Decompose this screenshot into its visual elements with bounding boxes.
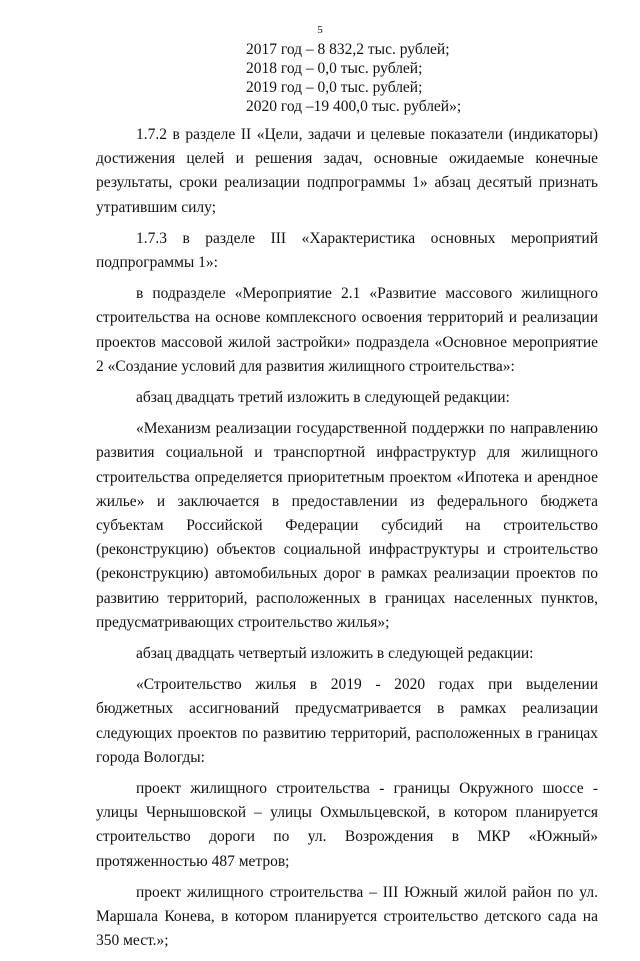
funding-line-2019: 2019 год – 0,0 тыс. рублей; [246, 79, 423, 96]
funding-line-2018: 2018 год – 0,0 тыс. рублей; [246, 60, 423, 77]
funding-line-2017: 2017 год – 8 832,2 тыс. рублей; [246, 41, 450, 58]
funding-by-year-list [0, 40, 640, 116]
paragraph-abzac-24-intro: абзац двадцать четвертый изложить в следующей редакции: [136, 645, 534, 663]
page-number: 5 [317, 24, 323, 36]
paragraph-abzac-23-intro: абзац двадцать третий изложить в следующей редакции: [136, 389, 510, 407]
document-body [96, 123, 598, 961]
paragraph-subsection-2-1: в подразделе «Мероприятие 2.1 «Развитие массового жилищного строительства на основе комплексного освоения территорий и реализации проектов массовой жилой застройки» подраздела «Основное мероприятие 2 «Создание условий для развития жилищного строительства»: [96, 285, 598, 375]
paragraph-abzac-23-text: «Механизм реализации государственной поддержки по направлению развития социальной и транспортной инфраструктур для жилищного строительства определяется приоритетным проектом «Ипотека и арендное жилье» и заключается в предоставлении из федерального бюджета субъектам Российской Федерации субсидий на строительство (реконструкцию) объектов социальной инфраструктуры и строительство (реконструкцию) автомобильных дорог в рамках реализации проектов по развитию территорий, расположенных в границах населенных пунктов, предусматривающих строительство жилья»; [96, 420, 598, 631]
paragraph-1-7-3: 1.7.3 в разделе III «Характеристика основных мероприятий подпрограммы 1»: [96, 229, 598, 272]
funding-line-2020: 2020 год –19 400,0 тыс. рублей»; [246, 98, 462, 115]
paragraph-abzac-24-text: «Строительство жилья в 2019 - 2020 годах при выделении бюджетных ассигнований предусматривается в рамках реализации следующих проектов по развитию территорий, расположенных в границах города Вологды: [96, 676, 598, 766]
paragraph-1-7-2: 1.7.2 в разделе II «Цели, задачи и целевые показатели (индикаторы) достижения целей и решения задач, основные ожидаемые конечные результаты, сроки реализации подпрограммы 1» абзац десятый признать утратившим силу; [96, 126, 598, 216]
paragraph-project-okruzhnoe: проект жилищного строительства - границы Окружного шоссе - улицы Чернышовской – улицы Охмыльцевской, в котором планируется строительство дороги по ул. Возрождения в МКР «Южный» протяженностью 487 метров; [96, 780, 598, 870]
paragraph-project-yuzhny: проект жилищного строительства – III Южный жилой район по ул. Маршала Конева, в котором планируется строительство детского сада на 350 мест.»; [96, 883, 598, 950]
